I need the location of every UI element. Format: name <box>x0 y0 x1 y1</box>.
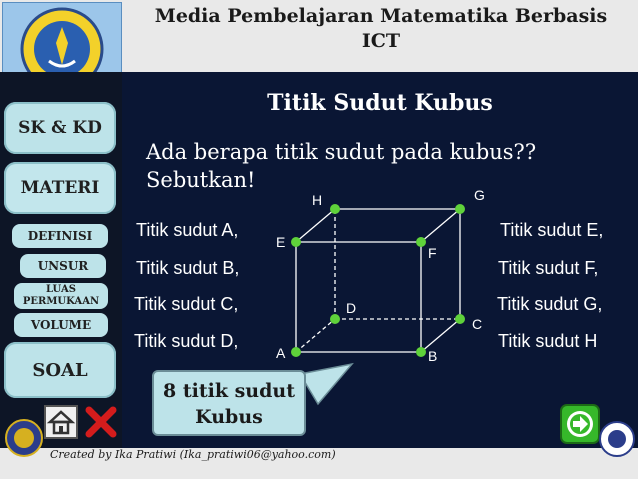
right-label-f: Titik sudut F, <box>498 258 599 278</box>
callout-pointer <box>300 364 352 404</box>
close-icon <box>84 405 118 439</box>
credit-text: Created by Ika Pratiwi (Ika_pratiwi06@yahoo.com) <box>50 448 336 461</box>
vertex-b <box>416 347 426 357</box>
question-line1: Ada berapa titik sudut pada kubus?? <box>146 140 537 164</box>
right-label-e: Titik sudut E, <box>500 220 604 240</box>
university-seal-right-icon <box>598 420 636 458</box>
page-heading: Titik Sudut Kubus <box>267 90 493 116</box>
university-seal-left-icon <box>4 418 44 458</box>
left-label-a: Titik sudut A, <box>136 220 239 240</box>
corner-label-f: F <box>428 245 437 261</box>
corner-label-a: A <box>276 345 286 361</box>
volume-button[interactable]: VOLUME <box>14 313 108 337</box>
sk-kd-button[interactable]: SK & KD <box>4 102 116 154</box>
app-title-line2: ICT <box>361 30 401 52</box>
left-label-d: Titik sudut D, <box>134 331 239 351</box>
corner-label-e: E <box>276 234 286 250</box>
vertex-g <box>455 204 465 214</box>
edge-fg <box>421 209 460 242</box>
vertex-e <box>291 237 301 247</box>
soal-button[interactable]: SOAL <box>4 342 116 398</box>
next-arrow-icon <box>560 404 600 444</box>
edge-eh <box>296 209 335 242</box>
corner-label-b: B <box>428 348 438 364</box>
corner-label-c: C <box>472 316 483 332</box>
materi-button[interactable]: MATERI <box>4 162 116 214</box>
right-label-g: Titik sudut G, <box>497 294 603 314</box>
corner-label-g: G <box>474 187 485 203</box>
permukaan-label: PERMUKAAN <box>22 296 100 307</box>
definisi-button[interactable]: DEFINISI <box>12 224 108 248</box>
right-label-h: Titik sudut H <box>498 331 598 351</box>
home-icon <box>46 407 76 437</box>
answer-callout <box>152 370 306 436</box>
corner-label-d: D <box>346 300 357 316</box>
answer-line1: 8 titik sudut <box>163 380 295 402</box>
unsur-button[interactable]: UNSUR <box>20 254 106 278</box>
answer-line2: Kubus <box>195 406 263 428</box>
home-button[interactable] <box>44 405 78 439</box>
corner-label-h: H <box>312 192 323 208</box>
vertex-c <box>455 314 465 324</box>
luas-label: LUAS <box>46 284 76 295</box>
app-title-line1: Media Pembelajaran Matematika Berbasis <box>154 5 608 27</box>
edge-ad <box>296 319 335 352</box>
close-button[interactable] <box>84 405 118 439</box>
vertex-d <box>330 314 340 324</box>
vertex-f <box>416 237 426 247</box>
vertex-a <box>291 347 301 357</box>
left-label-b: Titik sudut B, <box>136 258 240 278</box>
left-label-c: Titik sudut C, <box>134 294 239 314</box>
next-button[interactable] <box>560 404 600 444</box>
question-line2: Sebutkan! <box>146 168 256 192</box>
vertex-h <box>330 204 340 214</box>
edge-bc <box>421 319 460 352</box>
